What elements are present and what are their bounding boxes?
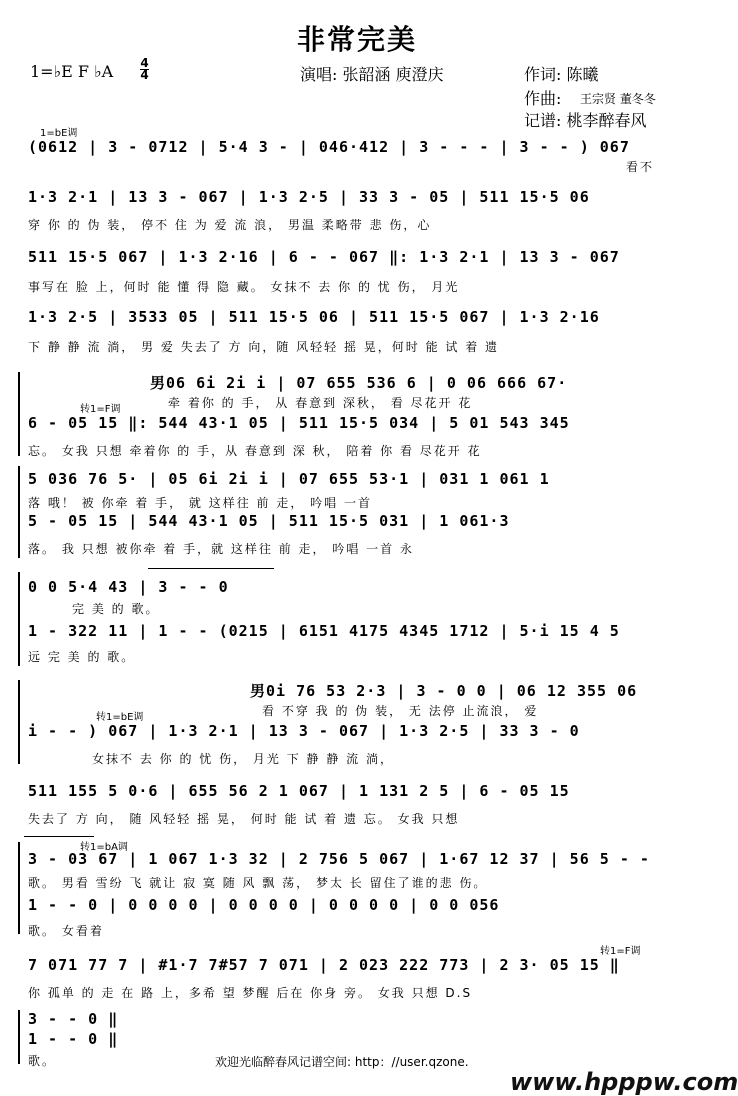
lyric-row: 忘。 女我 只想 牵着你 的 手，从 春意到 深 秋， 陪着 你 看 尽花开 花 xyxy=(28,444,482,458)
lyric-row: 你 孤单 的 走 在 路 上，多希 望 梦醒 后在 你身 旁。 女我 只想 D.S xyxy=(28,986,473,1000)
notation-row: 1·3 2·5 | 3533 05 | 511 15·5 06 | 511 15·5 067 | 1·3 2·16 xyxy=(28,308,600,326)
lyric-row: 落。 我 只想 被你牵 着 手，就 这样往 前 走， 吟唱 一首 永 xyxy=(28,542,414,556)
system-bracket xyxy=(18,372,20,456)
row-annotation: 1=bE调 xyxy=(40,128,78,139)
page-title: 非常完美 xyxy=(296,23,417,56)
system-bracket xyxy=(18,680,20,764)
notation-row: 1 - 322 11 | 1 - - (0215 | 6151 4175 4345 1712 | 5·i 15 4 5 xyxy=(28,622,620,640)
watermark: www.hpppw.com xyxy=(510,1068,738,1096)
composers: 王宗贤 董冬冬 xyxy=(580,92,656,106)
lyric-row: 穿 你 的 伪 装， 停不 住 为 爱 流 浪， 男温 柔略带 悲 伤，心 xyxy=(28,218,432,232)
lyric-row: 事写在 脸 上，何时 能 懂 得 隐 藏。 女抹不 去 你 的 忧 伤， 月光 xyxy=(28,280,460,294)
volta-line xyxy=(24,836,94,837)
volta-line xyxy=(148,568,274,569)
notation-row: 3 - 03 67 | 1 067 1·3 32 | 2 756 5 067 | 1·67 12 37 | 56 5 - - xyxy=(28,850,650,868)
notation-row: 1 - - 0 | 0 0 0 0 | 0 0 0 0 | 0 0 0 0 | 0 0 056 xyxy=(28,896,500,914)
footer-text: 欢迎光临醉春风记谱空间: http：//user.qzone. xyxy=(215,1055,469,1069)
notation-row: 511 155 5 0·6 | 655 56 2 1 067 | 1 131 2 5 | 6 - 05 15 xyxy=(28,782,570,800)
transcriber: 记谱: 桃李醉春风 xyxy=(524,111,647,130)
lyric-row: 女抹不 去 你 的 忧 伤， 月光 下 静 静 流 淌， xyxy=(92,752,394,766)
notation-row: 5 036 76 5· | 05 6i 2i i | 07 655 53·1 | 031 1 061 1 xyxy=(28,470,550,488)
lyric-row: 歌。 女看着 xyxy=(28,924,104,938)
time-top: 4 xyxy=(140,56,149,70)
row-annotation: 转1=F调 xyxy=(600,946,641,957)
lyric-row: 牵 着你 的 手， 从 春意到 深秋， 看 尽花开 花 xyxy=(168,396,473,410)
singers: 演唱: 张韶涵 庾澄庆 xyxy=(300,65,444,84)
notation-row: 7 071 77 7 | #1·7 7#57 7 071 | 2 023 222 773 | 2 3· 05 15 ‖ xyxy=(28,956,620,974)
lyric-row: 下 静 静 流 淌， 男 爱 失去了 方 向，随 风轻轻 摇 晃，何时 能 试 着 遗 xyxy=(28,340,500,354)
system-bracket xyxy=(18,1010,20,1064)
notation-row: 511 15·5 067 | 1·3 2·16 | 6 - - 067 ‖: 1·3 2·1 | 13 3 - 067 xyxy=(28,248,620,266)
lyric-row: 歌。 男看 雪纷 飞 就让 寂 寞 随 风 飘 荡， 梦太 长 留住了谁的悲 伤。 xyxy=(28,876,488,890)
composer-label: 作曲: xyxy=(524,89,562,108)
notation-row: (0612 | 3 - 0712 | 5·4 3 - | 046·412 | 3 - - - | 3 - - ) 067 xyxy=(28,138,630,156)
notation-row: 男0i 76 53 2·3 | 3 - 0 0 | 06 12 355 06 xyxy=(250,682,638,700)
notation-row: 3 - - 0 ‖ xyxy=(28,1010,119,1028)
notation-row: 6 - 05 15 ‖: 544 43·1 05 | 511 15·5 034 | 5 01 543 345 xyxy=(28,414,570,432)
notation-row: 1·3 2·1 | 13 3 - 067 | 1·3 2·5 | 33 3 - 05 | 511 15·5 06 xyxy=(28,188,590,206)
lyric-row: 歌。 xyxy=(28,1054,57,1068)
lyric-row: 落 哦！ 被 你牵 着 手， 就 这样往 前 走， 吟唱 一首 xyxy=(28,496,372,510)
time-bottom: 4 xyxy=(140,68,149,82)
notation-row: 1 - - 0 ‖ xyxy=(28,1030,119,1048)
system-bracket xyxy=(18,842,20,934)
notation-row: 0 0 5·4 43 | 3 - - 0 xyxy=(28,578,229,596)
key-signature: 1=♭E F ♭A xyxy=(30,62,114,81)
row-annotation: 转1=bE调 xyxy=(96,712,144,723)
row-annotation: 转1=bA调 xyxy=(80,842,128,853)
row-annotation: 转1=F调 xyxy=(80,404,121,415)
notation-row: 男06 6i 2i i | 07 655 536 6 | 0 06 666 67· xyxy=(150,374,568,392)
system-bracket xyxy=(18,466,20,558)
time-signature xyxy=(140,58,149,81)
lyric-row: 完 美 的 歌。 xyxy=(72,602,160,616)
notation-row: 5 - 05 15 | 544 43·1 05 | 511 15·5 031 | 1 061·3 xyxy=(28,512,510,530)
lyricist: 作词: 陈曦 xyxy=(524,65,599,84)
lyric-row: 看不 xyxy=(626,160,655,174)
lyric-row: 失去了 方 向， 随 风轻轻 摇 晃， 何时 能 试 着 遗 忘。 女我 只想 xyxy=(28,812,460,826)
lyric-row: 看 不穿 我 的 伪 装， 无 法停 止流浪， 爱 xyxy=(262,704,539,718)
notation-row: i - - ) 067 | 1·3 2·1 | 13 3 - 067 | 1·3 2·5 | 33 3 - 0 xyxy=(28,722,580,740)
system-bracket xyxy=(18,572,20,666)
lyric-row: 远 完 美 的 歌。 xyxy=(28,650,136,664)
